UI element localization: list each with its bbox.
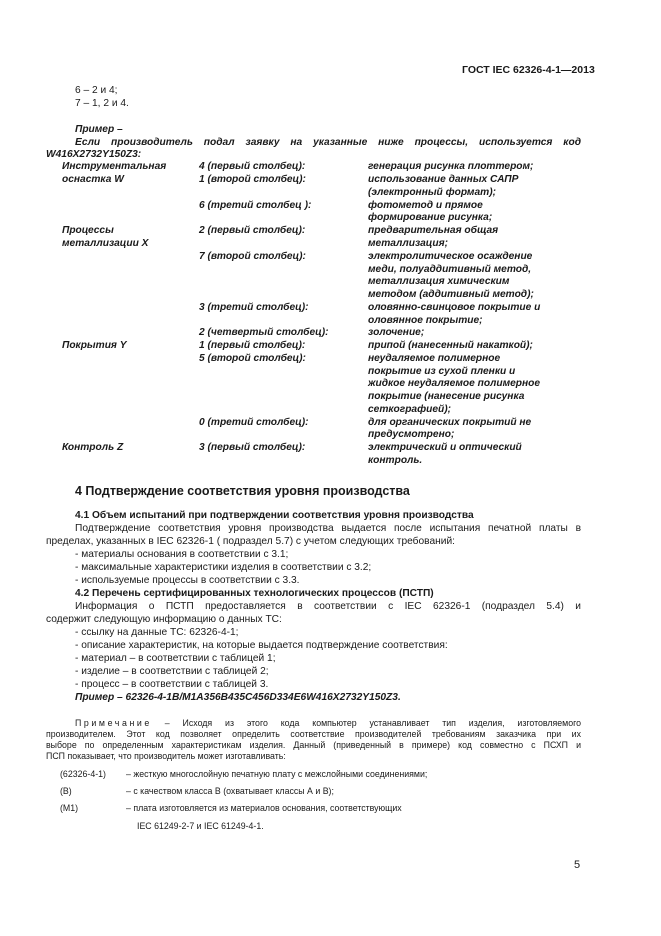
list-item: - ссылку на данные ТС: 62326-4-1;: [75, 627, 239, 638]
column-ref: 3 (третий столбец):: [199, 302, 309, 313]
column-ref: 2 (первый столбец):: [199, 225, 306, 236]
list-item: - максимальные характеристики изделия в соответствии с 3.2;: [75, 562, 372, 573]
column-ref: 6 (третий столбец ):: [199, 200, 312, 211]
list-item: - изделие – в соответствии с таблицей 2;: [75, 666, 269, 677]
note-line: [75, 718, 581, 729]
list-item: - процесс – в соответствии с таблицей 3.: [75, 679, 269, 690]
process-desc: генерация рисунка плоттером;: [368, 161, 534, 172]
process-desc: сеткографией);: [368, 404, 452, 415]
list-item: - материал – в соответствии с таблицей 1;: [75, 653, 276, 664]
process-desc: (электронный формат);: [368, 187, 496, 198]
process-desc: оловянно-свинцовое покрытие и: [368, 302, 541, 313]
process-desc: оловянное покрытие;: [368, 315, 483, 326]
paragraph-line: пределах, указанных в IEC 62326-1 ( подраздел 5.7) с учетом следующих требований:: [46, 536, 455, 547]
note-label: Примечание: [75, 718, 152, 728]
process-desc: для органических покрытий не: [368, 417, 532, 428]
category-label: Инструментальная: [62, 161, 167, 172]
process-desc: предусмотрено;: [368, 429, 455, 440]
process-desc: контроль.: [368, 455, 423, 466]
example-label: Пример –: [75, 124, 123, 135]
category-label: Покрытия Y: [62, 340, 127, 351]
category-label: металлизации Х: [62, 238, 149, 249]
column-ref: 3 (первый столбец):: [199, 442, 306, 453]
process-desc: жидкое неудаляемое полимерное: [368, 378, 541, 389]
column-ref: 5 (второй столбец):: [199, 353, 306, 364]
process-desc: металлизация химическим: [368, 276, 510, 287]
process-desc: предварительная общая: [368, 225, 499, 236]
column-ref: 4 (первый столбец):: [199, 161, 306, 172]
subsection-heading: 4.1 Объем испытаний при подтверждении соответствия уровня производства: [75, 510, 474, 521]
column-ref: 1 (первый столбец):: [199, 340, 306, 351]
code-meaning: – с качеством класса В (охватывает классы А и В);: [126, 786, 334, 796]
note-line: производителем. Этот код позволяет определить соответствие производителей требованиям заказчика при их: [46, 729, 581, 739]
code-part: (М1): [60, 803, 79, 813]
note-line: выборе по определенным характеристикам изделия. Данный (приведенный в примере) код совместно с ПСХП и: [46, 740, 581, 750]
section-heading: 4 Подтверждение соответствия уровня производства: [75, 484, 410, 498]
process-desc: покрытие (нанесение рисунка: [368, 391, 525, 402]
process-desc: меди, полуаддитивный метод,: [368, 264, 532, 275]
list-item: 6 – 2 и 4;: [75, 85, 118, 96]
column-ref: 2 (четвертый столбец):: [199, 327, 329, 338]
page-number: 5: [574, 859, 581, 871]
note-text: – Исходя из этого кода компьютер устанавливает тип изделия, изготовляемого: [151, 718, 581, 728]
category-label: оснастка W: [62, 174, 124, 185]
column-ref: 0 (третий столбец):: [199, 417, 309, 428]
process-desc: формирование рисунка;: [368, 212, 493, 223]
column-ref: 7 (второй столбец):: [199, 251, 306, 262]
paragraph-line: Информация о ПСТП предоставляется в соответствии с IEC 62326-1 (подраздел 5.4) и: [75, 601, 581, 612]
process-desc: электролитическое осаждение: [368, 251, 533, 262]
list-item: 7 – 1, 2 и 4.: [75, 98, 129, 109]
paragraph-line: Подтверждение соответствия уровня производства выдается после испытания печатной платы в: [75, 523, 581, 534]
process-desc: фотометод и прямое: [368, 200, 483, 211]
code-meaning: – жесткую многослойную печатную плату с межслойными соединениями;: [126, 769, 428, 779]
note-line: ПСП показывает, что производитель может изготавливать:: [46, 751, 286, 761]
code-meaning: – плата изготовляется из материалов основания, соответствующих: [126, 803, 402, 813]
process-desc: электрический и оптический: [368, 442, 522, 453]
code-part: (62326-4-1): [60, 769, 106, 779]
list-item: - используемые процессы в соответствии с 3.3.: [75, 575, 300, 586]
list-item: - описание характеристик, на которые выдается подтверждение соответствия:: [75, 640, 448, 651]
code-part: (В): [60, 786, 72, 796]
list-item: - материалы основания в соответствии с 3.1;: [75, 549, 289, 560]
example-intro: Если производитель подал заявку на указанные ниже процессы, используется код: [75, 137, 581, 148]
category-label: Процессы: [62, 225, 114, 236]
process-desc: припой (нанесенный накаткой);: [368, 340, 533, 351]
process-desc: использование данных САПР: [368, 174, 519, 185]
process-desc: металлизация;: [368, 238, 449, 249]
example-code: W416X2732Y150Z3:: [46, 149, 142, 160]
process-desc: методом (аддитивный метод);: [368, 289, 534, 300]
process-desc: неудаляемое полимерное: [368, 353, 501, 364]
process-desc: покрытие из сухой пленки и: [368, 366, 516, 377]
process-desc: золочение;: [368, 327, 425, 338]
category-label: Контроль Z: [62, 442, 124, 453]
paragraph-line: содержит следующую информацию о данных ТС:: [46, 614, 282, 625]
column-ref: 1 (второй столбец):: [199, 174, 306, 185]
example-code-line: Пример – 62326-4-1В/М1А356В435С456D334Е6W416Х2732Y150Z3.: [75, 692, 401, 703]
document-header: ГОСТ IEC 62326-4-1—2013: [462, 64, 595, 76]
subsection-heading: 4.2 Перечень сертифицированных технологических процессов (ПСТП): [75, 588, 434, 599]
code-meaning: IEC 61249-2-7 и IEC 61249-4-1.: [137, 821, 264, 831]
